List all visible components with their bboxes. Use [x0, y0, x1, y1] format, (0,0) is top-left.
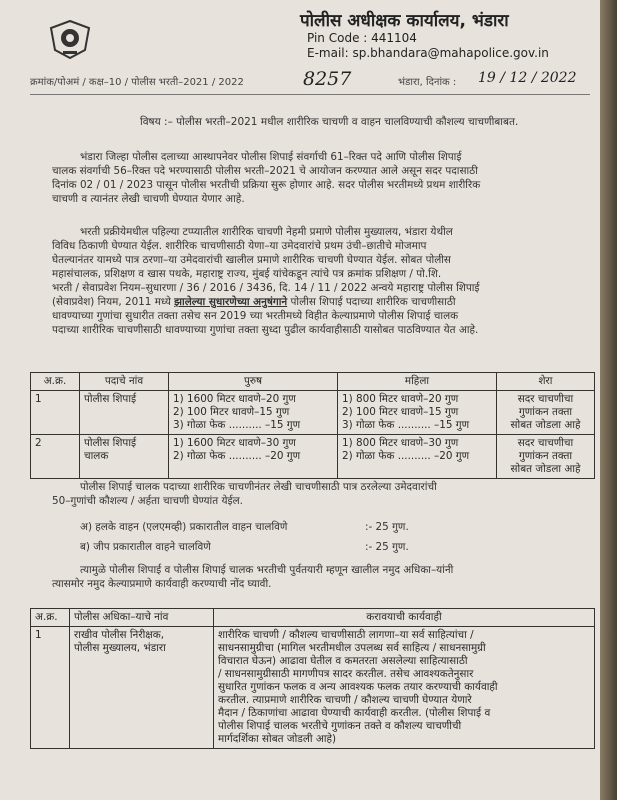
fitness-test-table: [30, 372, 595, 479]
reference-number: 8257: [303, 68, 352, 90]
paragraph-instructions: त्यामुळे पोलीस शिपाई व पोलीस शिपाई चालक भरतीची पुर्वतयारी म्हणून खालील नमुद अधिका–यांनी त्यासमोर नमुद केल्याप्रमाणे कार्यवाही करण्याची नोंद घ्यावी.: [52, 564, 454, 590]
date-value: 19 / 12 / 2022: [478, 70, 577, 86]
table-row: 1 पोलीस शिपाई 1) 1600 मिटर धावणे–20 गुण 2) 100 मिटर धावणे–15 गुण 3) गोळा फेक .......... –15 गुण 1) 800 मिटर धावणे–20 गुण 2) 100 मिटर धावणे–15 गुण 3) गोळा फेक .......... –15 गुण सदर चाचणीचा गुणांकन तक्ता सोबत जोडला आहे: [31, 391, 595, 435]
divider: [30, 94, 590, 95]
paragraph-intro: भंडारा जिल्हा पोलीस दलाच्या आस्थापनेवर पोलीस शिपाई संवर्गाची 61–रिक्त पदे आणि पोलीस शिपाई चालक संवर्गाची 56–रिक्त पदे भरण्यासाठी पोलीस भरती–2021 चे आयोजन करण्यात आले असून सदर पदासाठी दिनांक 02 / 01 / 2023 पासून पोलीस भरतीची प्रक्रिया सुरू होणार आहे. सदर पोलीस भरतीमध्ये प्रथम शारीरिक चाचणी व त्यानंतर लेखी चाचणी घेण्यात येणार आहे.: [52, 151, 481, 205]
vehicle-score: :- 25 गुण.: [365, 541, 409, 553]
table-header-row: अ.क्र. पदाचे नांव पुरुष महिला शेरा: [31, 373, 595, 391]
officer-action-table: [30, 608, 595, 749]
vehicle-score: :- 25 गुण.: [365, 521, 409, 533]
reference-number-label: क्रमांक/पोअमं / कक्ष–10 / पोलीस भरती–2021 / 2022: [30, 77, 244, 88]
table-row: 1 राखीव पोलीस निरीक्षक, पोलीस मुख्यालय, भंडारा शारीरिक चाचणी / कौशल्य चाचणीसाठी लागणा–या सर्व साहित्यांचा / साधनसामुग्रीचा (मागिल भरतीमधील उपलब्ध सर्व साहित्य / साधनसामुग्री विचारात घेऊन) आढावा घेतील व कमतरता असलेल्या साहित्यासाठी / साधनसामुग्रीसाठी मागणीपत्र सादर करतील. तसेच आवश्यकतेनुसार सुधारित गुणांकन फलक व अन्य आवश्यक फलक तयार करण्याची कार्यवाही करतील. त्याप्रमाणे शारीरिक चाचणी / कौशल्य चाचणी घेण्यात येणारे मैदान / ठिकाणांचा आढावा घेण्याची कार्यवाही करतील. (पोलीस शिपाई व पोलीस शिपाई चालक भरतीचे गुणांकन तक्ते व कौशल्य चाचणीची मार्गदर्शिका सोबत जोडली आहे): [31, 627, 595, 749]
police-emblem-icon: [45, 18, 95, 60]
subject-line: विषय :– पोलीस भरती–2021 मधील शारीरिक चाचणी व वाहन चालविण्याची कौशल्य चाचणीबाबत.: [140, 116, 519, 128]
highlighted-phrase: झालेल्या सुधारणेच्या अनुषंगाने: [174, 296, 288, 308]
office-name: पोलीस अधीक्षक कार्यालय, भंडारा: [300, 11, 509, 31]
paragraph-driver-test: पोलीस शिपाई चालक पदाच्या शारीरिक चाचणीनंतर लेखी चाचणीसाठी पात्र ठरलेल्या उमेदवारांची 50–गुणांची कौशल्य / अर्हता चाचणी घेण्यांत येईल.: [52, 481, 437, 507]
page-edge-shadow: [600, 0, 617, 800]
vehicle-item: अ) हलके वाहन (एलएमव्ही) प्रकारातील वाहन चालविणे: [80, 521, 288, 533]
table-header-row: अ.क्र. पोलीस अधिका–याचे नांव करावयाची कार्यवाही: [31, 609, 595, 627]
date-label: भंडारा, दिनांक :: [398, 77, 457, 88]
paragraph-procedure: भरती प्रक्रीयेमधील पहिल्या टप्प्यातील शारीरिक चाचणी नेहमी प्रमाणे पोलीस मुख्यालय, भंडारा येथील विविध ठिकाणी घेण्यात येईल. शारीरिक चाचणीसाठी येणा–या उमेदवारांचे प्रथम उंची–छातीचे मोजमाप घेतल्यानंतर यामध्ये पात्र ठरणा–या उमेदवारांची खालील प्रमाणे शारीरिक चाचणी घेण्यात येईल. सोबत पोलीस महासंचालक, प्रशिक्षण व खास पथके, महाराष्ट्र राज्य, मुंबई यांचेकडून त्यांचे पत्र क्रमांक प्रशिक्षण / पो.शि. भरती / सेवाप्रवेश नियम–सुधारणा / 36 / 2016 / 3436, दि. 14 / 11 / 2022 अन्वये महाराष्ट्र पोलीस शिपाई (सेवाप्रवेश) नियम, 2011 मध्ये झालेल्या सुधारणेच्या अनुषंगाने पोलीस शिपाई पदाच्या शारीरिक चाचणीसाठी धावण्याच्या गुणांचा सुधारीत तक्ता तसेच सन 2019 च्या भरतीमध्ये विहीत केल्याप्रमाणे पोलीस शिपाई चालक पदाच्या शारीरिक चाचणीसाठी धावण्याच्या गुणांचा तक्ता सुध्दा पुढील कार्यवाहीसाठी यासोबत पाठविण्यात येत आहे.: [52, 226, 480, 336]
table-row: 2 पोलीस शिपाई चालक 1) 1600 मिटर धावणे–30 गुण 2) गोळा फेक .......... –20 गुण 1) 800 मिटर धावणे–30 गुण 2) गोळा फेक .......... –20 गुण सदर चाचणीचा गुणांकन तक्ता सोबत जोडला आहे: [31, 435, 595, 479]
pin-code: Pin Code : 441104: [307, 31, 417, 45]
email-address: E-mail: sp.bhandara@mahapolice.gov.in: [307, 46, 549, 60]
vehicle-item: ब) जीप प्रकारातील वाहने चालविणे: [80, 541, 211, 553]
